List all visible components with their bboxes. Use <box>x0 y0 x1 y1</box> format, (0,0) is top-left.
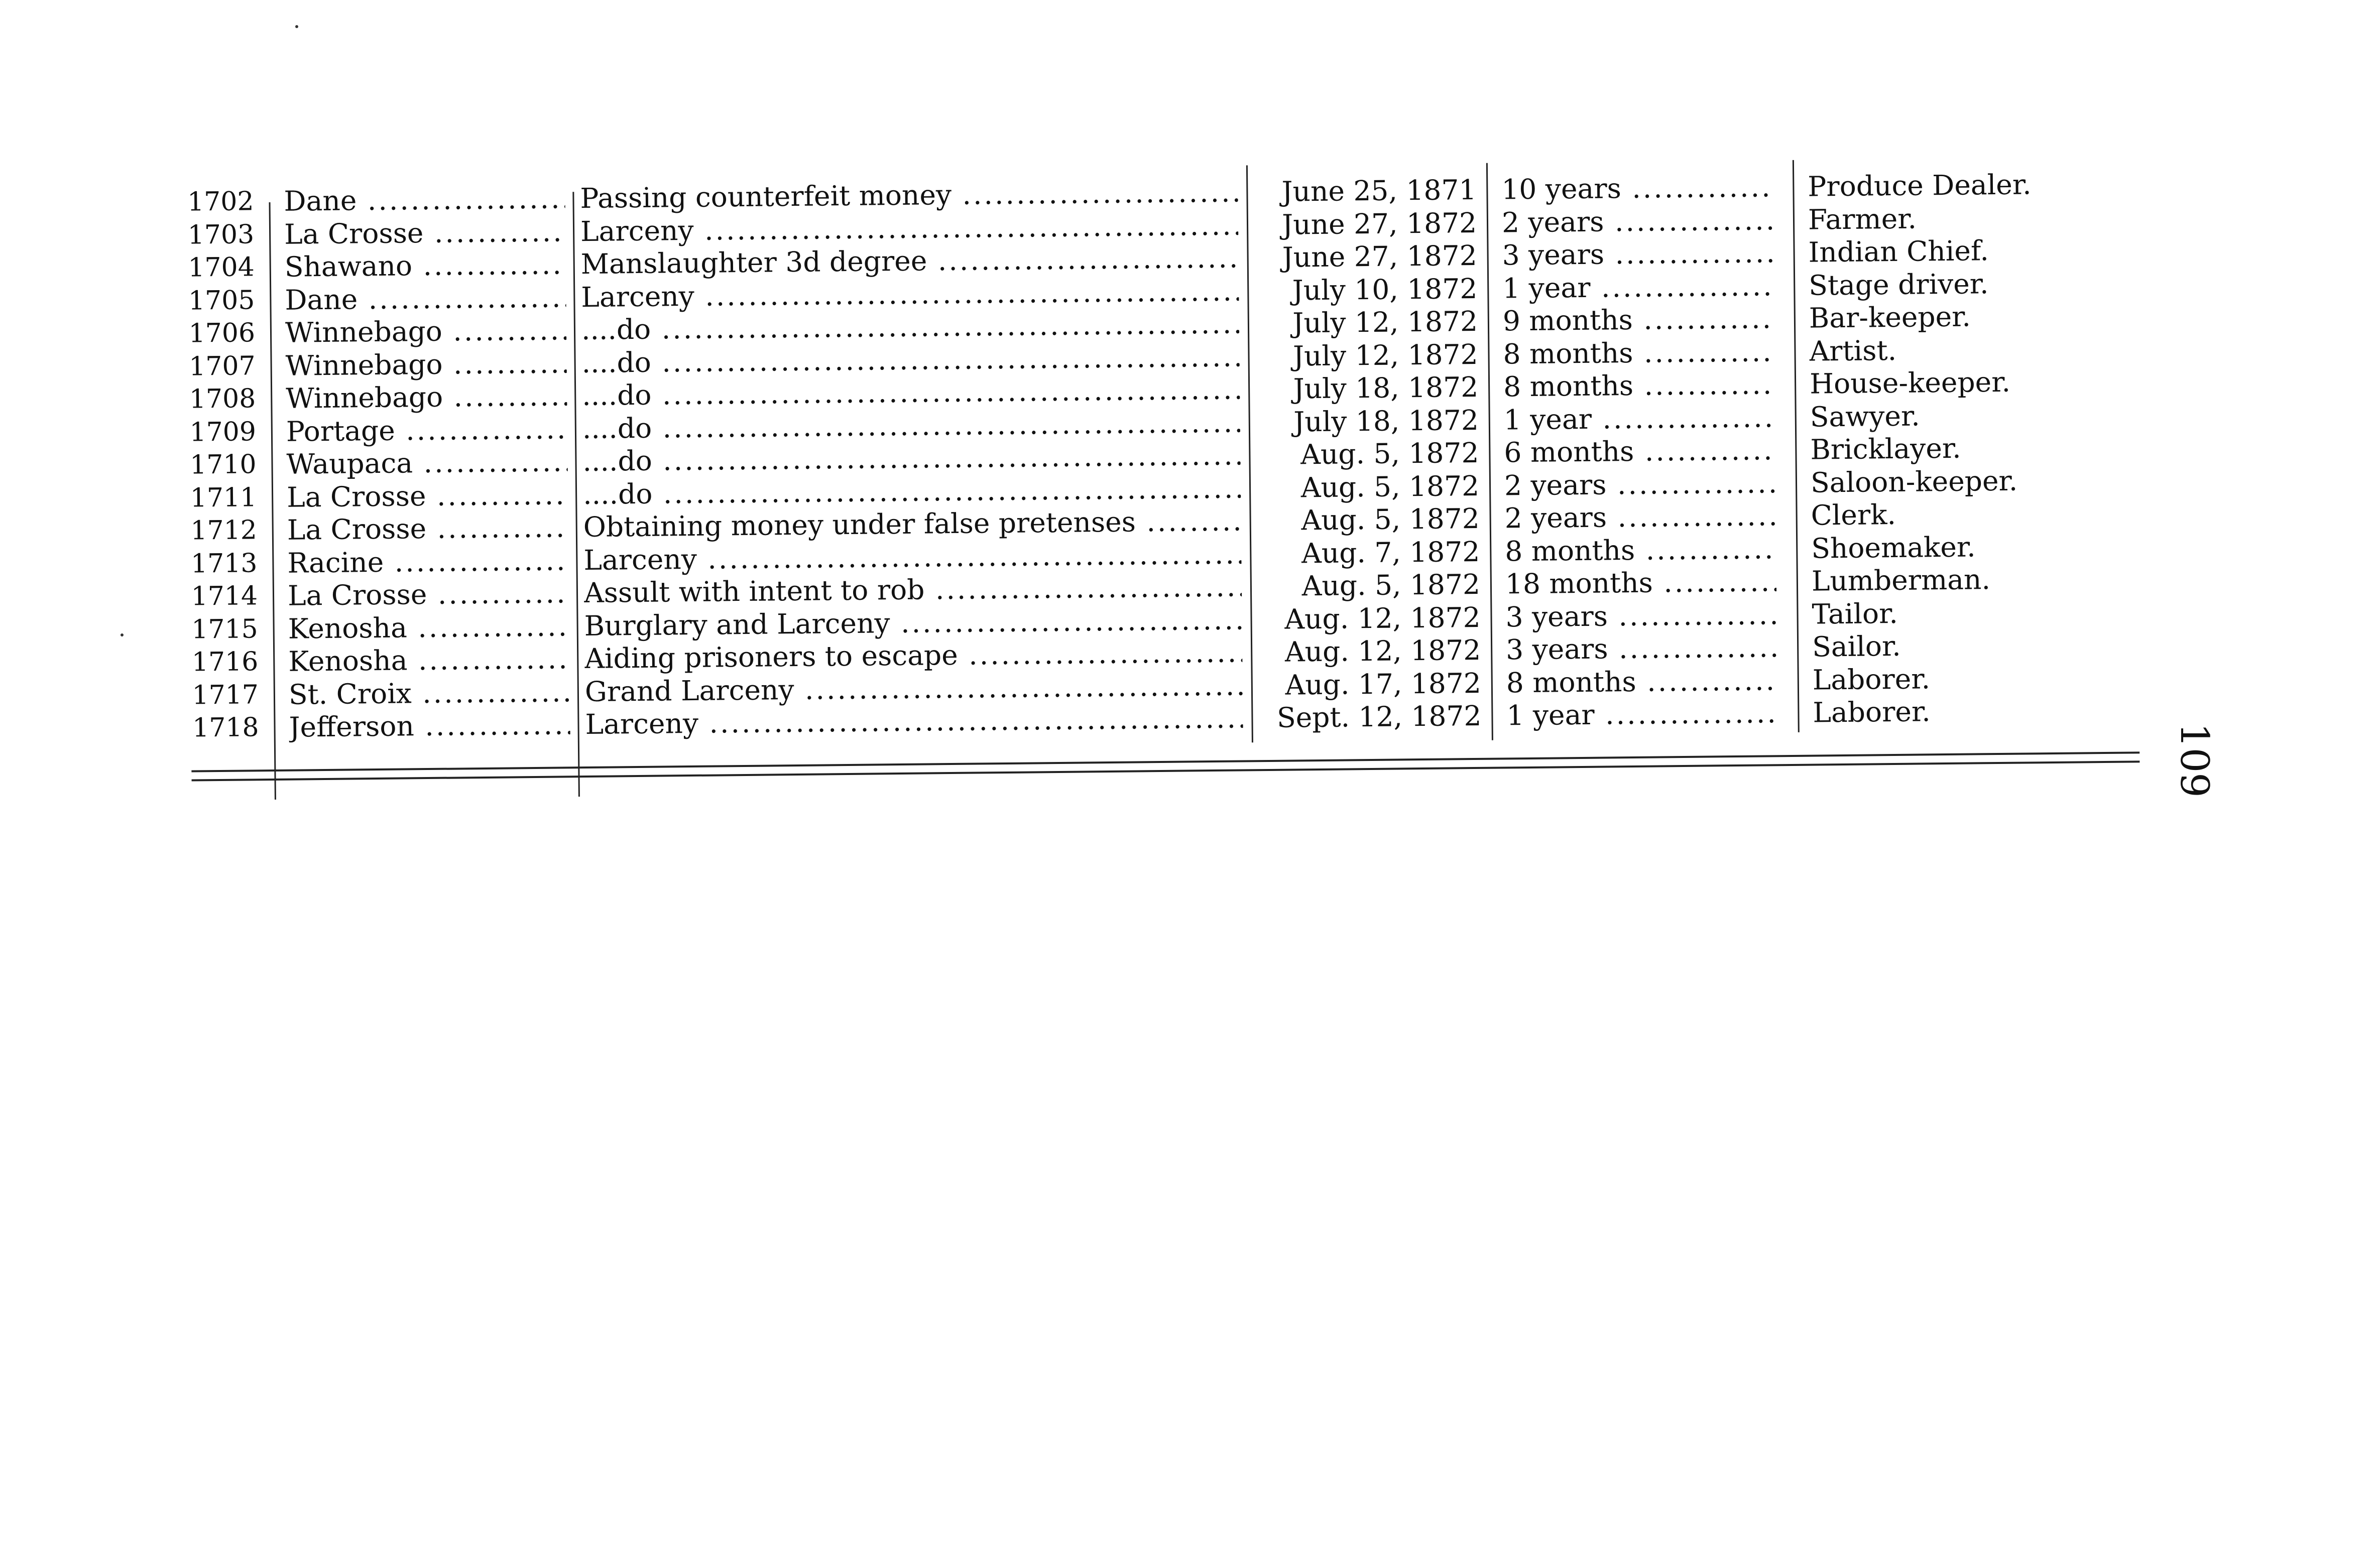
sentence-date-cell: Sept. 12, 1872 <box>1276 699 1482 734</box>
county-cell: La Crosse ..... <box>287 478 568 513</box>
crime-cell: ....do ..... <box>582 438 1241 478</box>
term-cell: 3 years ..... <box>1505 598 1777 633</box>
occupation-cell: Produce Dealer. <box>1808 168 2032 203</box>
table-body <box>166 157 2124 743</box>
closing-rule-upper <box>191 751 2139 772</box>
crime-cell: Assult with intent to rob ..... <box>584 570 1242 609</box>
term-cell: 8 months ..... <box>1503 367 1775 403</box>
register-number: 1704 <box>188 252 255 283</box>
occupation-cell: Saloon-keeper. <box>1810 464 2018 499</box>
term-cell: 2 years ..... <box>1502 203 1773 239</box>
register-number: 1707 <box>189 350 256 382</box>
term-cell: 9 months ..... <box>1503 302 1774 337</box>
crime-cell: Larceny ..... <box>581 274 1239 314</box>
crime-cell: Larceny ..... <box>580 208 1239 248</box>
register-number: 1711 <box>190 482 257 513</box>
register-number: 1702 <box>187 186 254 217</box>
crime-cell: ....do ..... <box>582 372 1240 412</box>
county-cell: Waupaca ..... <box>286 445 568 480</box>
occupation-cell: Sailor. <box>1812 629 1901 663</box>
crime-cell: ....do ..... <box>582 406 1241 445</box>
sentence-date-cell: June 27, 1872 <box>1281 206 1477 241</box>
term-cell: 8 months ..... <box>1505 532 1776 568</box>
county-cell: Winnebago ..... <box>285 346 567 382</box>
crime-cell: Passing counterfeit money ..... <box>580 176 1238 215</box>
term-cell: 10 years ..... <box>1501 170 1773 206</box>
crime-cell: Larceny ..... <box>583 537 1242 577</box>
county-cell: La Crosse ..... <box>288 576 569 612</box>
occupation-cell: Laborer. <box>1813 695 1931 729</box>
occupation-cell: Bricklayer. <box>1810 432 1961 466</box>
sentence-date-cell: Aug. 5, 1872 <box>1300 436 1479 471</box>
sentence-date-cell: July 10, 1872 <box>1292 272 1478 306</box>
sentence-date-cell: Aug. 17, 1872 <box>1285 667 1482 701</box>
print-speck <box>121 633 124 636</box>
county-cell: Racine ..... <box>287 544 569 579</box>
county-cell: Dane ..... <box>284 182 565 217</box>
register-number: 1715 <box>191 613 258 645</box>
closing-rule-lower <box>192 760 2140 781</box>
term-cell: 8 months ..... <box>1503 335 1774 370</box>
register-number: 1708 <box>189 383 256 415</box>
crime-cell: ....do ..... <box>581 340 1240 379</box>
county-cell: La Crosse ..... <box>287 510 568 546</box>
term-cell: 6 months ..... <box>1504 433 1775 469</box>
crime-cell: Manslaughter 3d degree ..... <box>580 241 1239 281</box>
register-number: 1710 <box>189 449 257 480</box>
county-cell: Kenosha ..... <box>288 642 570 678</box>
sentence-date-cell: Aug. 5, 1872 <box>1301 568 1481 602</box>
crime-cell: Aiding prisoners to escape ..... <box>584 635 1243 675</box>
sentence-date-cell: July 18, 1872 <box>1293 370 1479 405</box>
crime-cell: Grand Larceny ..... <box>585 669 1243 708</box>
sentence-date-cell: Aug. 5, 1872 <box>1300 469 1480 503</box>
register-number: 1709 <box>189 416 257 448</box>
print-speck <box>295 25 298 28</box>
county-cell: St. Croix ..... <box>289 675 570 711</box>
register-number: 1713 <box>190 548 258 579</box>
crime-cell: ....do ..... <box>583 471 1241 511</box>
term-cell: 1 year ..... <box>1503 401 1775 436</box>
term-cell: 1 year ..... <box>1502 269 1774 305</box>
register-number: 1703 <box>187 219 255 250</box>
term-cell: 8 months ..... <box>1506 664 1778 699</box>
sentence-date-cell: Aug. 12, 1872 <box>1284 633 1481 668</box>
crime-cell: Burglary and Larceny ..... <box>584 603 1242 642</box>
occupation-cell: Tailor. <box>1812 597 1898 630</box>
crime-cell: Obtaining money under false pretenses ..... <box>583 504 1241 544</box>
sentence-date-cell: June 25, 1871 <box>1281 173 1477 208</box>
convict-register-table <box>166 157 2130 808</box>
county-cell: La Crosse ..... <box>284 215 566 250</box>
occupation-cell: Sawyer. <box>1810 399 1920 433</box>
sentence-date-cell: July 12, 1872 <box>1292 305 1478 339</box>
crime-cell: ....do ..... <box>581 307 1240 346</box>
occupation-cell: Laborer. <box>1812 662 1931 696</box>
county-cell: Jefferson ..... <box>289 708 570 743</box>
term-cell: 3 years ..... <box>1506 630 1777 666</box>
sentence-date-cell: Aug. 12, 1872 <box>1284 601 1481 635</box>
occupation-cell: House-keeper. <box>1809 365 2011 400</box>
term-cell: 2 years ..... <box>1504 466 1776 502</box>
register-number: 1717 <box>192 679 259 711</box>
sentence-date-cell: Aug. 5, 1872 <box>1301 502 1480 537</box>
county-cell: Shawano ..... <box>284 247 566 283</box>
term-cell: 18 months ..... <box>1505 565 1777 600</box>
occupation-cell: Indian Chief. <box>1808 234 1989 269</box>
term-cell: 2 years ..... <box>1504 499 1776 535</box>
occupation-cell: Stage driver. <box>1808 267 1989 302</box>
occupation-cell: Clerk. <box>1811 498 1896 532</box>
term-cell: 1 year ..... <box>1506 696 1778 732</box>
county-cell: Kenosha ..... <box>288 609 569 645</box>
county-cell: Winnebago ..... <box>286 379 567 415</box>
register-number: 1714 <box>191 581 258 612</box>
sentence-date-cell: Aug. 7, 1872 <box>1301 535 1480 569</box>
register-number: 1712 <box>190 515 258 546</box>
county-cell: Portage ..... <box>286 412 568 448</box>
occupation-cell: Farmer. <box>1808 202 1917 236</box>
register-number: 1705 <box>188 285 255 316</box>
register-number: 1706 <box>188 318 256 349</box>
sentence-date-cell: July 12, 1872 <box>1292 338 1478 372</box>
occupation-cell: Lumberman. <box>1811 563 1991 597</box>
sentence-date-cell: July 18, 1872 <box>1293 404 1479 438</box>
crime-cell: Larceny ..... <box>585 701 1243 741</box>
page-number: 109 <box>2172 723 2217 798</box>
occupation-cell: Shoemaker. <box>1811 530 1976 565</box>
occupation-cell: Artist. <box>1809 334 1897 367</box>
county-cell: Dane ..... <box>285 281 566 316</box>
register-number: 1716 <box>191 647 259 678</box>
occupation-cell: Bar-keeper. <box>1809 300 1971 334</box>
term-cell: 3 years ..... <box>1502 236 1773 272</box>
sentence-date-cell: June 27, 1872 <box>1282 239 1477 274</box>
county-cell: Winnebago ..... <box>285 313 567 349</box>
register-number: 1718 <box>192 712 259 743</box>
